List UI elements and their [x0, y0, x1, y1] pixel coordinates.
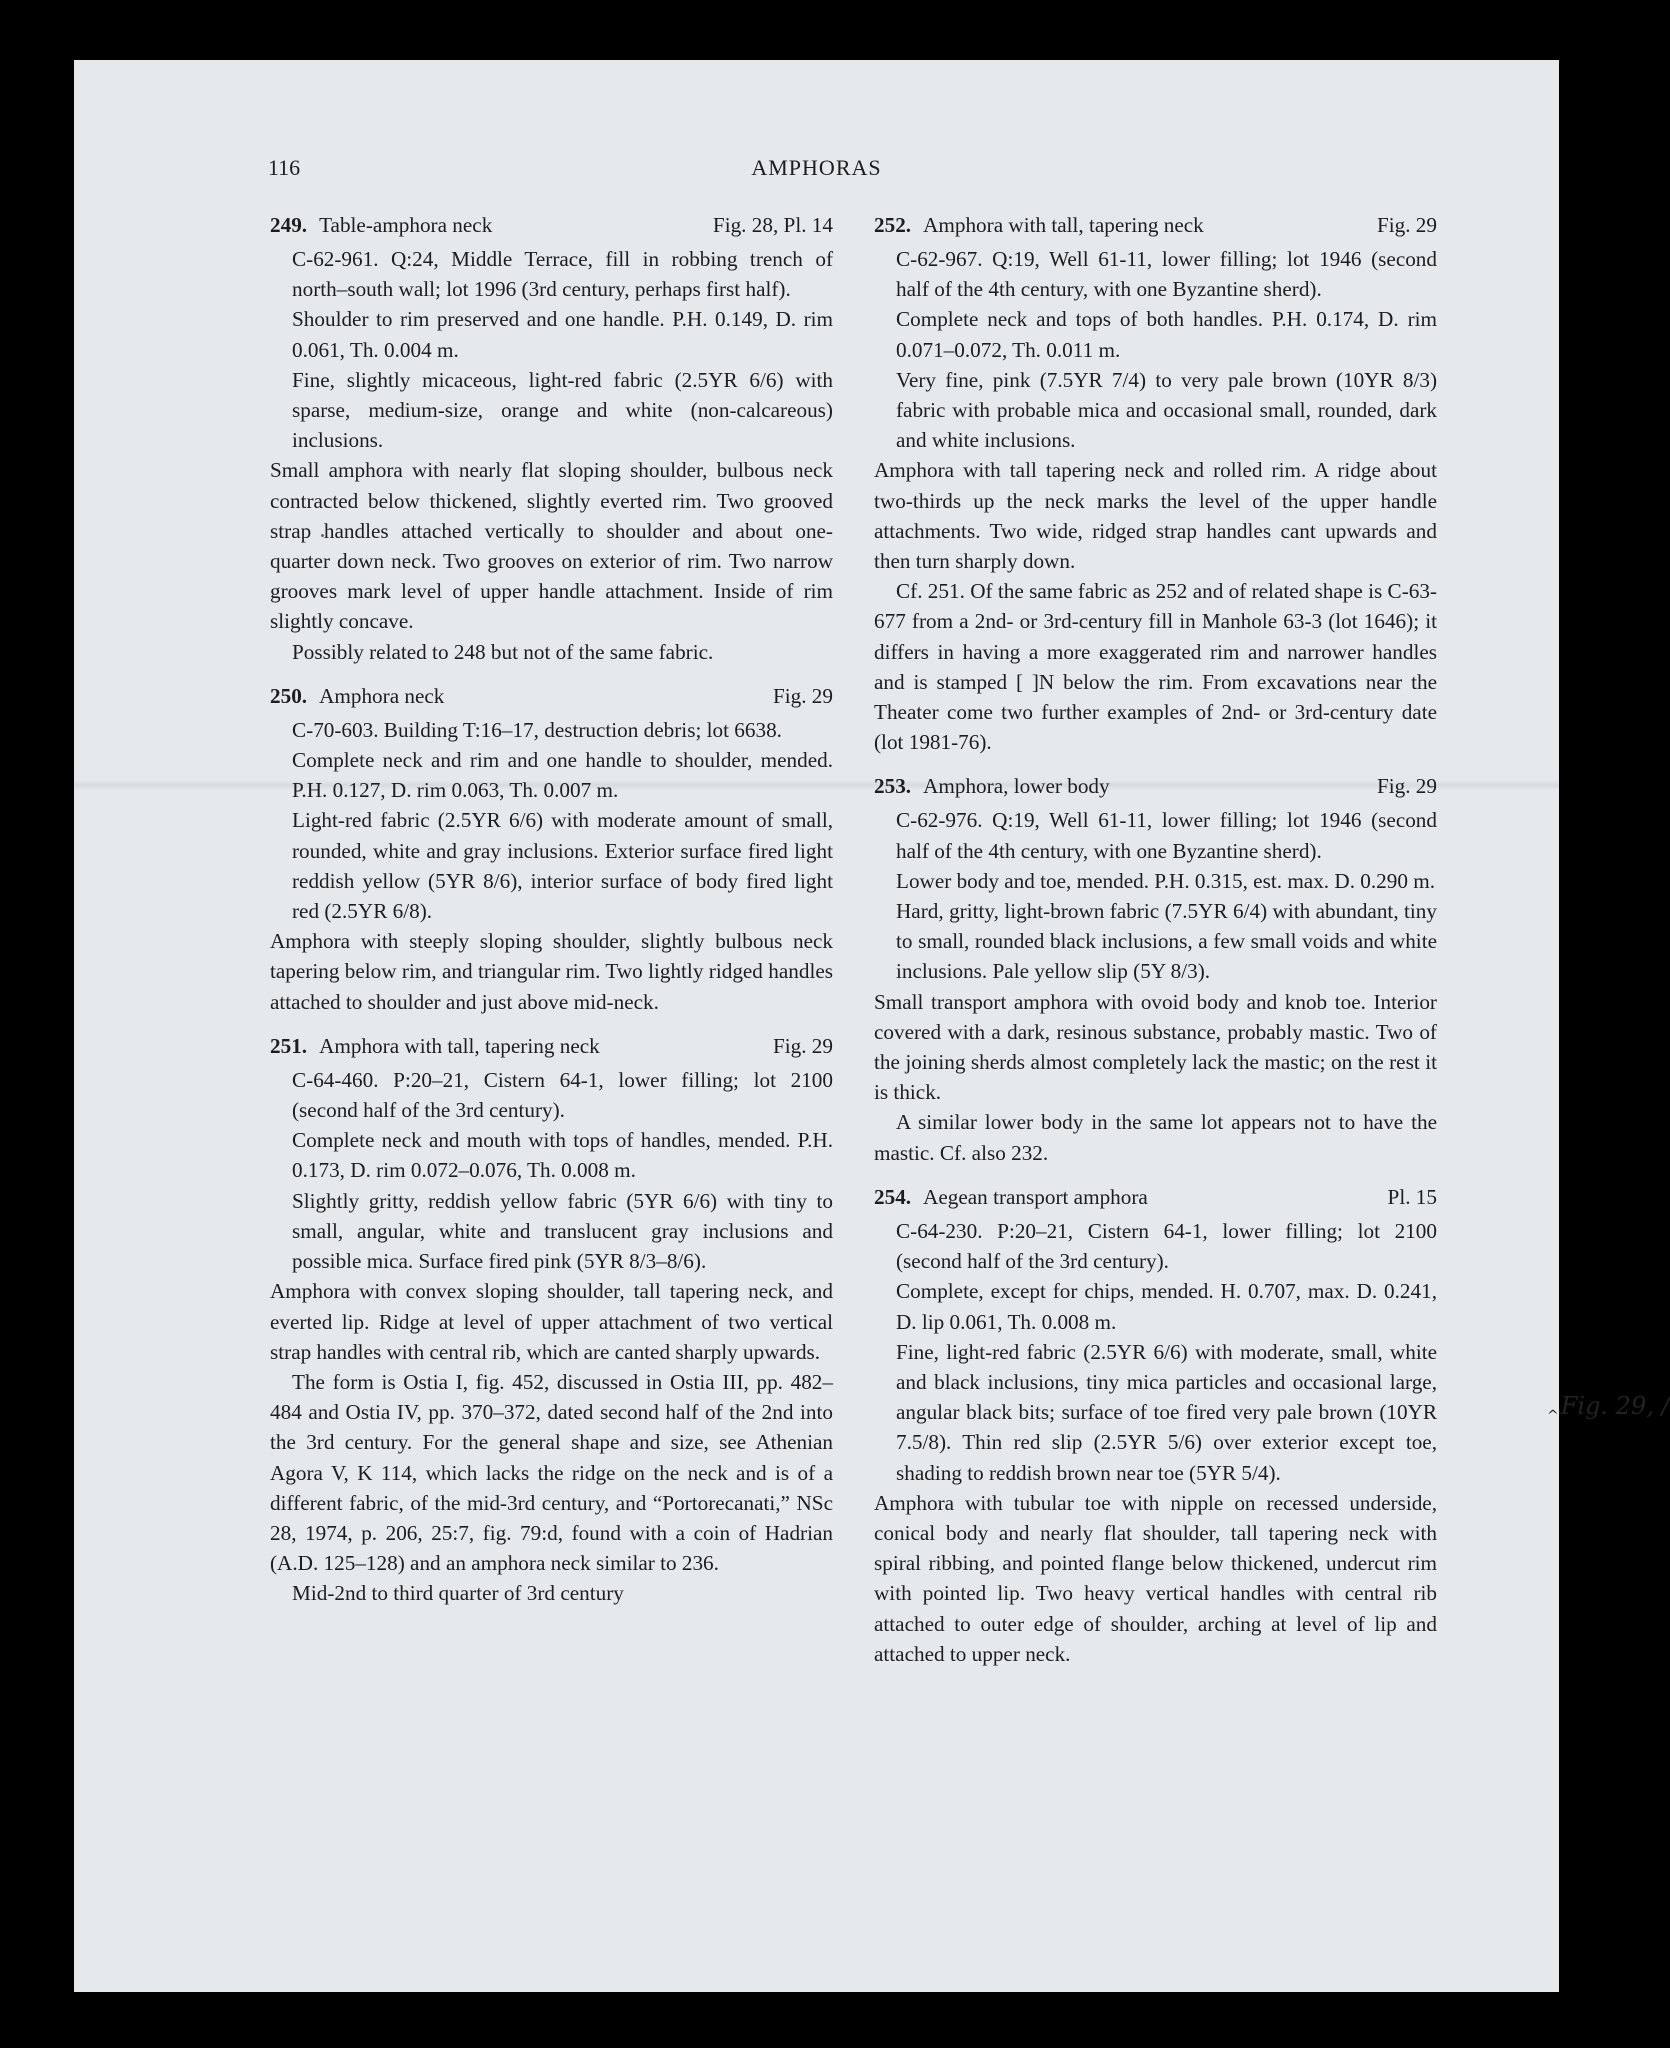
- entry-detail: Fine, slightly micaceous, light-red fabric (2.5YR 6/6) with sparse, medium-size, orange and white (non-calcareous) inclusions.: [292, 367, 833, 453]
- entry-detail: C-62-967. Q:19, Well 61-11, lower filling; lot 1946 (second half of the 4th century, with one Byzantine sherd).: [896, 247, 1437, 302]
- catalogue-entry: [270, 681, 833, 1017]
- left-column: [270, 210, 833, 1623]
- entry-number: 254.: [874, 1184, 912, 1209]
- description-paragraph: Small transport amphora with ovoid body and knob toe. Interior covered with a dark, resinous substance, probably mastic. Two of the joining sherds almost completely lack the mastic; on the rest it is thick.: [874, 989, 1437, 1105]
- entry-heading: [270, 210, 833, 240]
- entry-detail: C-62-961. Q:24, Middle Terrace, fill in robbing trench of north–south wall; lot 1996 (3rd century, perhaps first half).: [292, 247, 833, 302]
- entry-figure-ref: Fig. 29: [772, 1033, 833, 1058]
- description-paragraph: The form is Ostia I, fig. 452, discussed in Ostia III, pp. 482–484 and Ostia IV, pp. 370–372, dated second half of the 2nd into the 3rd century. For the general shape and size, see Athenian Agora V, K 114, which lacks the ridge on the neck and is of a different fabric, of the mid-3rd century, and “Portorecanati,” NSc 28, 1974, p. 206, 25:7, fig. 79:d, found with a coin of Hadrian (A.D. 125–128) and an amphora neck similar to 236.: [270, 1369, 833, 1576]
- entry-description: [874, 455, 1437, 757]
- description-paragraph: Amphora with tall tapering neck and rolled rim. A ridge about two-thirds up the neck marks the level of the upper handle attachments. Two wide, ridged strap handles cant upwards and then turn sharply down.: [874, 458, 1437, 574]
- description-paragraph: Cf. 251. Of the same fabric as 252 and of related shape is C-63-677 from a 2nd- or 3rd-century fill in Manhole 63-3 (lot 1646); it differs in having a more exaggerated rim and narrower handles and is stamped [ ]N below the rim. From excavations near the Theater come two further examples of 2nd- or 3rd-century date (lot 1981-76).: [874, 579, 1437, 755]
- description-paragraph: Amphora with convex sloping shoulder, tall tapering neck, and everted lip. Ridge at level of upper attachment of two vertical strap handles with central rib, which are canted sharply upwards.: [270, 1279, 833, 1364]
- description-paragraph: Possibly related to 248 but not of the same fabric.: [292, 639, 714, 664]
- description-paragraph: A similar lower body in the same lot appears not to have the mastic. Cf. also 232.: [874, 1110, 1437, 1165]
- entry-description: [270, 455, 833, 666]
- entry-heading: [270, 1031, 833, 1061]
- entry-detail: C-64-460. P:20–21, Cistern 64-1, lower filling; lot 2100 (second half of the 3rd century).: [292, 1067, 833, 1123]
- page-header: [74, 155, 1559, 195]
- entry-title: Amphora neck: [319, 683, 445, 708]
- annotation-text: Fig. 29, /: [1560, 1392, 1670, 1420]
- entry-figure-ref: Fig. 28, Pl. 14: [712, 213, 833, 237]
- entry-number: 251.: [270, 1033, 308, 1058]
- entry-detail: Complete neck and rim and one handle to shoulder, mended. P.H. 0.127, D. rim 0.063, Th. 0.007 m.: [292, 748, 833, 803]
- entry-title: Aegean transport amphora: [923, 1184, 1148, 1209]
- catalogue-entry: [874, 1182, 1437, 1669]
- entry-title: Amphora with tall, tapering neck: [923, 213, 1204, 237]
- catalogue-entry: [874, 771, 1437, 1167]
- entry-detail: Shoulder to rim preserved and one handle. P.H. 0.149, D. rim 0.061, Th. 0.004 m.: [292, 307, 833, 362]
- entry-figure-ref: Fig. 29: [1376, 213, 1437, 237]
- entry-title: Amphora with tall, tapering neck: [319, 1033, 600, 1058]
- entry-figure-ref: Pl. 15: [1387, 1184, 1437, 1209]
- entry-detail: Fine, light-red fabric (2.5YR 6/6) with moderate, small, white and black inclusions, tiny mica particles and occasional large, angular black bits; surface of toe fired very pale brown (10YR 7.5/8). Thin red slip (2.5YR 5/6) over exterior except toe, shading to reddish brown near toe (5YR 5/4).: [896, 1339, 1437, 1485]
- entry-heading: [270, 681, 833, 711]
- entry-figure-ref: Fig. 29: [772, 683, 833, 708]
- entry-number: 252.: [874, 213, 912, 237]
- right-column: [874, 210, 1437, 1683]
- description-paragraph: Small amphora with nearly flat sloping shoulder, bulbous neck contracted below thickened, slightly everted rim. Two grooved strap handles attached vertically to shoulder and about one-quarter down neck. Two grooves on exterior of rim. Two narrow grooves mark level of upper handle attachment. Inside of rim slightly concave.: [270, 458, 833, 634]
- insertion-caret: ^: [1547, 1407, 1559, 1424]
- entry-number: 253.: [874, 774, 912, 799]
- entry-detail: Slightly gritty, reddish yellow fabric (5YR 6/6) with tiny to small, angular, white and translucent gray inclusions and possible mica. Surface fired pink (5YR 8/3–8/6).: [292, 1188, 833, 1274]
- entry-description: [874, 987, 1437, 1168]
- entry-heading: [874, 210, 1437, 240]
- entry-title: Table-amphora neck: [319, 213, 493, 237]
- entry-description: [270, 926, 833, 1017]
- entry-heading: [874, 1182, 1437, 1212]
- entry-title: Amphora, lower body: [923, 774, 1110, 799]
- document-page: [74, 60, 1670, 1992]
- entry-detail: C-64-230. P:20–21, Cistern 64-1, lower filling; lot 2100 (second half of the 3rd century).: [896, 1218, 1437, 1274]
- entry-detail: C-70-603. Building T:16–17, destruction debris; lot 6638.: [292, 717, 782, 742]
- catalogue-entry: [874, 210, 1437, 757]
- entry-detail: Complete neck and tops of both handles. P.H. 0.174, D. rim 0.071–0.072, Th. 0.011 m.: [896, 307, 1437, 362]
- entry-detail: Very fine, pink (7.5YR 7/4) to very pale brown (10YR 8/3) fabric with probable mica and occasional small, rounded, dark and white inclusions.: [896, 367, 1437, 453]
- entry-detail: Lower body and toe, mended. P.H. 0.315, est. max. D. 0.290 m.: [896, 868, 1436, 893]
- description-paragraph: Mid-2nd to third quarter of 3rd century: [292, 1581, 624, 1606]
- entry-detail: C-62-976. Q:19, Well 61-11, lower filling; lot 1946 (second half of the 4th century, with one Byzantine sherd).: [896, 808, 1437, 863]
- entry-heading: [874, 771, 1437, 801]
- handwritten-annotation: [1547, 1392, 1670, 1424]
- catalogue-entry: [270, 1031, 833, 1609]
- entry-description: [270, 1276, 833, 1608]
- entry-number: 249.: [270, 213, 308, 237]
- catalogue-entry: [270, 210, 833, 667]
- entry-detail: Complete, except for chips, mended. H. 0.707, max. D. 0.241, D. lip 0.061, Th. 0.008 m.: [896, 1279, 1437, 1334]
- entry-number: 250.: [270, 683, 308, 708]
- running-head: AMPHORAS: [751, 155, 882, 180]
- entry-detail: Hard, gritty, light-brown fabric (7.5YR 6/4) with abundant, tiny to small, rounded black inclusions, a few small voids and white inclusions. Pale yellow slip (5Y 8/3).: [896, 899, 1437, 984]
- description-paragraph: Amphora with steeply sloping shoulder, slightly bulbous neck tapering below rim, and triangular rim. Two lightly ridged handles attached to shoulder and just above mid-neck.: [270, 929, 833, 1014]
- entry-detail: Complete neck and mouth with tops of handles, mended. P.H. 0.173, D. rim 0.072–0.076, Th. 0.008 m.: [292, 1128, 833, 1183]
- description-paragraph: Amphora with tubular toe with nipple on recessed underside, conical body and nearly flat shoulder, tall tapering neck with spiral ribbing, and pointed flange below thickened, undercut rim with pointed lip. Two heavy vertical handles with central rib attached to outer edge of shoulder, arching at level of lip and attached to upper neck.: [874, 1490, 1437, 1666]
- entry-description: [874, 1488, 1437, 1669]
- entry-detail: Light-red fabric (2.5YR 6/6) with moderate amount of small, rounded, white and gray inclusions. Exterior surface fired light reddish yellow (5YR 8/6), interior surface of body fired light red (2.5YR 6/8).: [292, 808, 833, 924]
- page-number: 116: [268, 155, 301, 180]
- entry-figure-ref: Fig. 29: [1376, 774, 1437, 799]
